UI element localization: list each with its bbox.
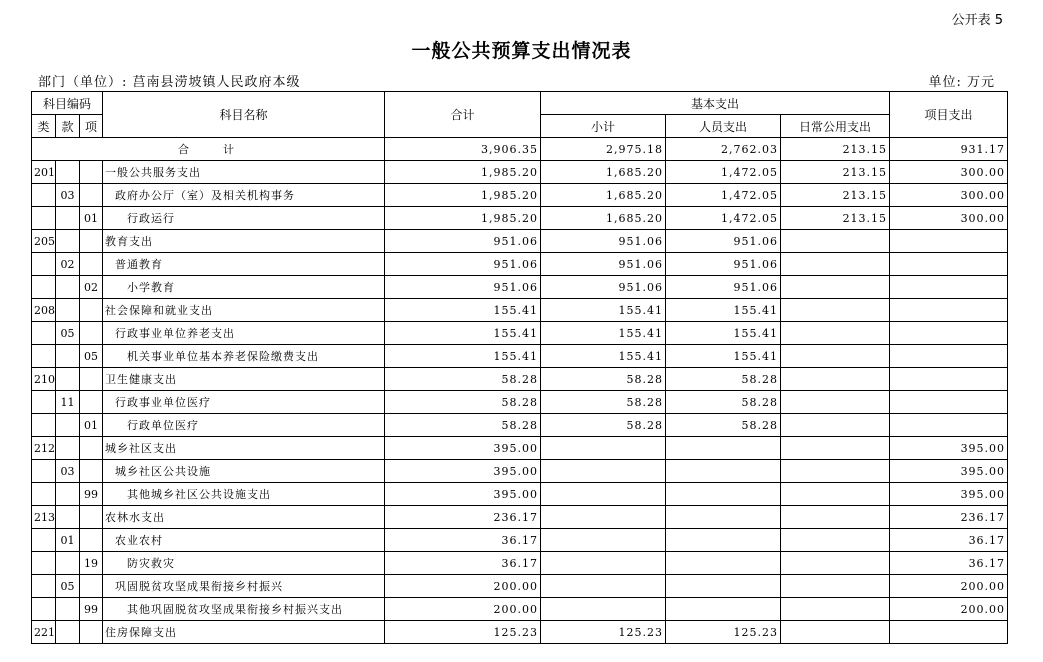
header-name: 科目名称 (103, 92, 385, 138)
cell-kuan: 05 (56, 322, 80, 345)
cell-kuan: 11 (56, 391, 80, 414)
cell-lei (32, 575, 56, 598)
cell-project: 236.17 (890, 506, 1008, 529)
cell-total: 58.28 (385, 414, 541, 437)
cell-project: 36.17 (890, 529, 1008, 552)
cell-name: 农林水支出 (103, 506, 385, 529)
cell-kuan (56, 552, 80, 575)
cell-total: 200.00 (385, 575, 541, 598)
cell-lei (32, 552, 56, 575)
cell-daily: 213.15 (781, 161, 890, 184)
table-row (32, 529, 1008, 552)
cell-total: 1,985.20 (385, 161, 541, 184)
cell-kuan: 03 (56, 184, 80, 207)
cell-subtotal: 58.28 (541, 414, 666, 437)
cell-daily (781, 414, 890, 437)
table-row (32, 368, 1008, 391)
cell-subtotal (541, 506, 666, 529)
cell-daily (781, 460, 890, 483)
cell-name: 住房保障支出 (103, 621, 385, 644)
table-row (32, 621, 1008, 644)
cell-lei (32, 460, 56, 483)
table-row (32, 483, 1008, 506)
cell-kuan (56, 598, 80, 621)
cell-daily (781, 506, 890, 529)
cell-personnel: 1,472.05 (666, 184, 781, 207)
cell-name: 小学教育 (103, 276, 385, 299)
total-personnel: 2,762.03 (666, 138, 781, 161)
cell-daily (781, 529, 890, 552)
cell-subtotal: 951.06 (541, 253, 666, 276)
budget-table (31, 91, 1008, 644)
header-personnel: 人员支出 (666, 115, 781, 138)
cell-subtotal: 951.06 (541, 276, 666, 299)
cell-daily (781, 253, 890, 276)
cell-total: 951.06 (385, 276, 541, 299)
table-row (32, 299, 1008, 322)
cell-subtotal (541, 460, 666, 483)
cell-kuan: 02 (56, 253, 80, 276)
table-row (32, 184, 1008, 207)
cell-kuan (56, 483, 80, 506)
cell-project (890, 230, 1008, 253)
cell-lei: 212 (32, 437, 56, 460)
table-row (32, 460, 1008, 483)
cell-personnel: 951.06 (666, 230, 781, 253)
cell-name: 机关事业单位基本养老保险缴费支出 (103, 345, 385, 368)
cell-xiang: 01 (80, 414, 103, 437)
cell-kuan (56, 276, 80, 299)
cell-personnel (666, 483, 781, 506)
cell-project: 200.00 (890, 575, 1008, 598)
total-project: 931.17 (890, 138, 1008, 161)
cell-lei (32, 391, 56, 414)
cell-name: 教育支出 (103, 230, 385, 253)
cell-total: 36.17 (385, 552, 541, 575)
cell-personnel (666, 552, 781, 575)
cell-subtotal: 58.28 (541, 391, 666, 414)
header-project: 项目支出 (890, 92, 1008, 138)
cell-total: 236.17 (385, 506, 541, 529)
cell-kuan: 01 (56, 529, 80, 552)
cell-project (890, 621, 1008, 644)
cell-xiang: 02 (80, 276, 103, 299)
cell-personnel: 125.23 (666, 621, 781, 644)
total-row (32, 138, 1008, 161)
cell-kuan (56, 207, 80, 230)
cell-name: 一般公共服务支出 (103, 161, 385, 184)
cell-subtotal (541, 437, 666, 460)
cell-project (890, 391, 1008, 414)
cell-lei: 205 (32, 230, 56, 253)
cell-personnel: 58.28 (666, 368, 781, 391)
cell-total: 395.00 (385, 483, 541, 506)
cell-subtotal: 155.41 (541, 299, 666, 322)
cell-xiang (80, 506, 103, 529)
cell-personnel: 155.41 (666, 299, 781, 322)
table-row (32, 391, 1008, 414)
cell-kuan (56, 345, 80, 368)
cell-project (890, 322, 1008, 345)
table-row (32, 506, 1008, 529)
cell-xiang (80, 621, 103, 644)
cell-lei (32, 598, 56, 621)
cell-daily (781, 322, 890, 345)
table-row (32, 207, 1008, 230)
table-row (32, 598, 1008, 621)
cell-lei: 213 (32, 506, 56, 529)
cell-lei (32, 207, 56, 230)
cell-daily (781, 391, 890, 414)
cell-subtotal: 951.06 (541, 230, 666, 253)
total-label: 合 计 (32, 138, 385, 161)
cell-personnel: 58.28 (666, 391, 781, 414)
cell-personnel (666, 437, 781, 460)
cell-total: 1,985.20 (385, 207, 541, 230)
cell-daily (781, 621, 890, 644)
cell-name: 其他城乡社区公共设施支出 (103, 483, 385, 506)
cell-name: 行政事业单位医疗 (103, 391, 385, 414)
cell-personnel (666, 598, 781, 621)
cell-total: 155.41 (385, 345, 541, 368)
unit-label: 单位: 万元 (928, 75, 995, 90)
cell-kuan (56, 621, 80, 644)
cell-kuan (56, 368, 80, 391)
header-kuan: 款 (56, 115, 80, 138)
cell-subtotal (541, 529, 666, 552)
cell-daily (781, 483, 890, 506)
cell-kuan (56, 506, 80, 529)
cell-xiang (80, 529, 103, 552)
cell-kuan (56, 437, 80, 460)
table-row (32, 552, 1008, 575)
cell-daily (781, 368, 890, 391)
cell-personnel: 951.06 (666, 253, 781, 276)
cell-personnel (666, 460, 781, 483)
cell-lei (32, 184, 56, 207)
cell-xiang (80, 299, 103, 322)
table-row (32, 575, 1008, 598)
cell-project: 200.00 (890, 598, 1008, 621)
cell-daily: 213.15 (781, 184, 890, 207)
cell-project: 395.00 (890, 460, 1008, 483)
cell-subtotal: 1,685.20 (541, 207, 666, 230)
cell-subtotal: 1,685.20 (541, 161, 666, 184)
cell-xiang (80, 230, 103, 253)
cell-xiang: 99 (80, 483, 103, 506)
header-total: 合计 (385, 92, 541, 138)
cell-personnel: 155.41 (666, 322, 781, 345)
cell-xiang (80, 368, 103, 391)
cell-project (890, 368, 1008, 391)
cell-project (890, 345, 1008, 368)
cell-daily (781, 276, 890, 299)
cell-lei (32, 253, 56, 276)
header-lei: 类 (32, 115, 56, 138)
cell-name: 农业农村 (103, 529, 385, 552)
cell-project: 36.17 (890, 552, 1008, 575)
cell-name: 巩固脱贫攻坚成果衔接乡村振兴 (103, 575, 385, 598)
cell-lei (32, 483, 56, 506)
cell-xiang (80, 460, 103, 483)
cell-project: 300.00 (890, 184, 1008, 207)
cell-project (890, 253, 1008, 276)
table-row (32, 414, 1008, 437)
cell-lei: 221 (32, 621, 56, 644)
cell-name: 普通教育 (103, 253, 385, 276)
cell-name: 城乡社区支出 (103, 437, 385, 460)
cell-project (890, 414, 1008, 437)
cell-lei (32, 322, 56, 345)
cell-personnel (666, 506, 781, 529)
cell-lei: 210 (32, 368, 56, 391)
header-daily: 日常公用支出 (781, 115, 890, 138)
cell-subtotal: 155.41 (541, 322, 666, 345)
cell-name: 防灾救灾 (103, 552, 385, 575)
header-basic-group: 基本支出 (541, 92, 890, 115)
cell-name: 行政运行 (103, 207, 385, 230)
cell-lei (32, 414, 56, 437)
cell-personnel: 1,472.05 (666, 207, 781, 230)
cell-daily (781, 230, 890, 253)
cell-daily (781, 552, 890, 575)
cell-lei: 208 (32, 299, 56, 322)
cell-lei (32, 345, 56, 368)
cell-xiang (80, 184, 103, 207)
cell-kuan (56, 161, 80, 184)
cell-project: 300.00 (890, 161, 1008, 184)
cell-total: 155.41 (385, 322, 541, 345)
cell-personnel: 1,472.05 (666, 161, 781, 184)
cell-personnel: 951.06 (666, 276, 781, 299)
cell-kuan (56, 230, 80, 253)
cell-total: 395.00 (385, 460, 541, 483)
cell-subtotal: 155.41 (541, 345, 666, 368)
cell-total: 1,985.20 (385, 184, 541, 207)
cell-name: 行政单位医疗 (103, 414, 385, 437)
cell-name: 其他巩固脱贫攻坚成果衔接乡村振兴支出 (103, 598, 385, 621)
cell-subtotal: 125.23 (541, 621, 666, 644)
cell-project: 395.00 (890, 437, 1008, 460)
cell-total: 36.17 (385, 529, 541, 552)
cell-subtotal (541, 552, 666, 575)
table-row (32, 276, 1008, 299)
cell-project: 300.00 (890, 207, 1008, 230)
table-row (32, 161, 1008, 184)
cell-daily (781, 437, 890, 460)
cell-personnel (666, 575, 781, 598)
total-daily: 213.15 (781, 138, 890, 161)
cell-daily (781, 299, 890, 322)
table-row (32, 322, 1008, 345)
cell-kuan (56, 299, 80, 322)
cell-personnel: 155.41 (666, 345, 781, 368)
cell-lei: 201 (32, 161, 56, 184)
cell-total: 395.00 (385, 437, 541, 460)
header-code-group: 科目编码 (32, 92, 103, 115)
cell-personnel: 58.28 (666, 414, 781, 437)
cell-daily (781, 345, 890, 368)
cell-daily (781, 598, 890, 621)
table-row (32, 230, 1008, 253)
cell-lei (32, 276, 56, 299)
cell-subtotal: 1,685.20 (541, 184, 666, 207)
cell-xiang (80, 391, 103, 414)
cell-subtotal (541, 575, 666, 598)
cell-daily: 213.15 (781, 207, 890, 230)
cell-name: 社会保障和就业支出 (103, 299, 385, 322)
cell-project (890, 299, 1008, 322)
table-row (32, 345, 1008, 368)
cell-kuan: 03 (56, 460, 80, 483)
cell-subtotal (541, 483, 666, 506)
cell-total: 125.23 (385, 621, 541, 644)
cell-total: 58.28 (385, 391, 541, 414)
cell-xiang: 01 (80, 207, 103, 230)
cell-xiang: 05 (80, 345, 103, 368)
cell-total: 58.28 (385, 368, 541, 391)
total-total: 3,906.35 (385, 138, 541, 161)
cell-kuan (56, 414, 80, 437)
cell-name: 城乡社区公共设施 (103, 460, 385, 483)
cell-project (890, 276, 1008, 299)
cell-xiang: 99 (80, 598, 103, 621)
table-number-tag: 公开表 5 (951, 13, 1003, 28)
cell-xiang (80, 253, 103, 276)
cell-daily (781, 575, 890, 598)
header-subtotal: 小计 (541, 115, 666, 138)
cell-total: 951.06 (385, 253, 541, 276)
department-label: 部门（单位）: 莒南县涝坡镇人民政府本级 (38, 75, 301, 90)
cell-subtotal: 58.28 (541, 368, 666, 391)
page-title: 一般公共预算支出情况表 (411, 40, 632, 62)
table-row (32, 253, 1008, 276)
cell-xiang: 19 (80, 552, 103, 575)
cell-xiang (80, 161, 103, 184)
cell-xiang (80, 575, 103, 598)
cell-personnel (666, 529, 781, 552)
cell-name: 行政事业单位养老支出 (103, 322, 385, 345)
cell-name: 卫生健康支出 (103, 368, 385, 391)
cell-subtotal (541, 598, 666, 621)
header-xiang: 项 (80, 115, 103, 138)
cell-xiang (80, 437, 103, 460)
cell-kuan: 05 (56, 575, 80, 598)
cell-total: 951.06 (385, 230, 541, 253)
cell-name: 政府办公厅（室）及相关机构事务 (103, 184, 385, 207)
cell-project: 395.00 (890, 483, 1008, 506)
cell-xiang (80, 322, 103, 345)
total-subtotal: 2,975.18 (541, 138, 666, 161)
cell-total: 200.00 (385, 598, 541, 621)
table-row (32, 437, 1008, 460)
cell-lei (32, 529, 56, 552)
cell-total: 155.41 (385, 299, 541, 322)
